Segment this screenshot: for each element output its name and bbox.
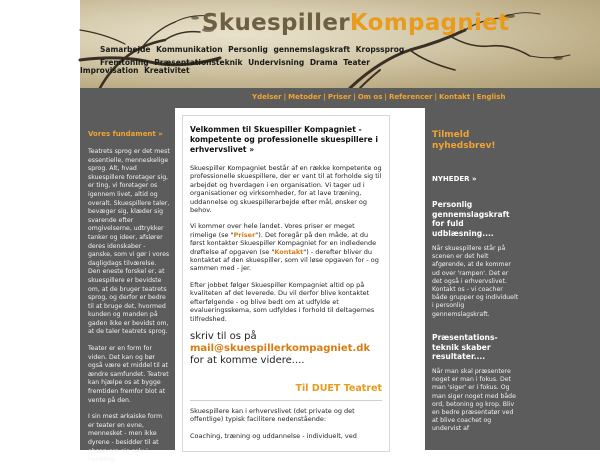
facilitate-paragraph: Skuespillere kan i erhvervslivet (det private og det offentlige) typisk facilitere nedenstående: [190,406,355,424]
news-item-text: Når man skal præsentere noget er man i fokus. Det man 'siger' er i fokus. Og man siger noget med både ord, betoning og krop. Bliv en bedre præsentatør ved at blive coachet og undervist af [432,368,516,433]
coaching-paragraph: Coaching, træning og uddannelse - individuelt, ved [190,431,357,440]
nav-separator: | [283,93,287,101]
duet-teatret-link[interactable]: Til DUET Teatret [295,382,382,394]
left-sidebar [80,108,175,464]
fundament-paragraph: Teater er en form for viden. Det kan og bør også være et middel til at ændre samfundet. Teatret kan hjælpe os at bygge fremtiden fremfor blot at vente på den. [88,345,169,404]
nav-referencer[interactable]: Referencer [388,93,433,101]
news-heading-link[interactable]: NYHEDER » [432,175,477,183]
nav-ydelser[interactable]: Ydelser [252,93,282,101]
intro-paragraph: Skuespiller Kompagniet består af en række kompetente og professionelle skuespillere, der er vant til at forholde sig til arbejdet og hverdagen i en organisation. Vi tager ud i organisationer og virksomheder, for at lave træning, uddannelse og skuespillerarbejde efter mål, ønsker og behov. [190,164,382,215]
news-item-title[interactable]: Præsentations-teknik skaber resultater.... [432,333,498,362]
fundament-text [88,148,170,473]
nav-separator: | [384,93,387,101]
contact-callout-text: skriv til os på [190,330,257,342]
pricing-paragraph [190,222,382,272]
main-nav [252,93,505,101]
main-content [182,115,390,452]
priser-inline-link[interactable]: Priser [233,230,256,239]
nav-metoder[interactable]: Metoder [288,93,322,101]
fundament-link[interactable]: Vores fundament » [88,130,163,138]
main-nav-bar [80,88,600,108]
contact-callout [190,331,382,367]
nav-separator: | [472,93,475,101]
contact-callout-text: for at komme videre.... [190,354,305,366]
pricing-text: "). Det foregår på den måde, at du først kontakter Skuespiller Kompagniet for en indledende drøftelse af opgaven (se " [190,230,377,256]
kontakt-inline-link[interactable]: Kontakt [274,247,304,256]
news-item-text: Når skuespillere står på scenen er det helt afgørende, at de kommer ud over 'rampen'. Det er det også i erhvervslivet. Kontakt os - vi coacher både grupper og individuelt i personlig gennemslagskraft. [432,245,519,318]
keyword-line-1: Samarbejde Kommunikation Personlig gennemslagskraft Kropssprog [100,45,405,54]
nav-english[interactable]: English [476,93,506,101]
newsletter-signup-link[interactable]: Tilmeld nyhedsbrev! [432,130,496,151]
divider [190,400,382,401]
nav-kontakt[interactable]: Kontakt [439,93,471,101]
keyword-line-2: Fremtoning Præsentationsteknik Undervisning Drama Teater [100,58,370,67]
fundament-paragraph: Teatrets sprog er det mest essentielle, menneskelige sprog. Alt, hvad skuespillere foretager sig, er ting, vi foretager os igennem livet, altid og overalt. Skuespillere taler, bevæger sig, klæder sig svarende efter omgivelserne, udtrykker tanker og ideer, afslører deres idenskaber - ganske, som vi gør i vores dagligdags tilværelse. Den eneste forskel er, at skuespillere er bevidste om, at de bruger teatrets sprog, og derfor er bedre til at bruge det, hvormed kunden og manden på gaden ikke er bevidst om, at de taler teatrets sprog. [88,148,170,336]
right-sidebar [425,108,600,450]
nav-priser[interactable]: Priser [327,93,352,101]
logo-word-skuespiller: Skuespiller [202,10,350,36]
welcome-title-link[interactable]: Velkommen til Skuespiller Kompagniet - kompetente og professionelle skuespillere i erhvervslivet » [190,125,378,154]
banner-left-blank [0,0,80,88]
news-item-title[interactable]: Personlig gennemslagskraft for fuld udblæsning.... [432,200,510,238]
followup-paragraph: Efter jobbet følger Skuespiller Kompagniet altid op på kvaliteten af det leverede. Du vil derfor blive kontaktet efterfølgende - og blive bedt om at udfylde et evalueringsskema, som udfyldes i forhold til deltagernes tilfredshed. [190,280,375,323]
fundament-paragraph: I sin mest arkaiske form er teater en evne, mennesket - men ikke dyrene - besidder til at observere sig selv i handling. [88,413,163,464]
nav-separator: | [353,93,356,101]
nav-separator: | [323,93,326,101]
nav-separator: | [434,93,437,101]
keyword-line-3: Improvisation Kreativitet [80,66,190,75]
nav-om-os[interactable]: Om os [357,93,383,101]
site-logo[interactable] [202,10,509,36]
email-link[interactable]: mail@skuespillerkompagniet.dk [190,342,371,354]
pricing-text: ") - derefter bliver du kontaktet af den skuespiller, som vil løse opgaven for - og sammen med - jer. [190,247,379,273]
pricing-text: Vi kommer over hele landet. Vores priser er meget rimelige (se " [190,222,355,239]
logo-word-kompagniet: Kompagniet [349,10,510,36]
